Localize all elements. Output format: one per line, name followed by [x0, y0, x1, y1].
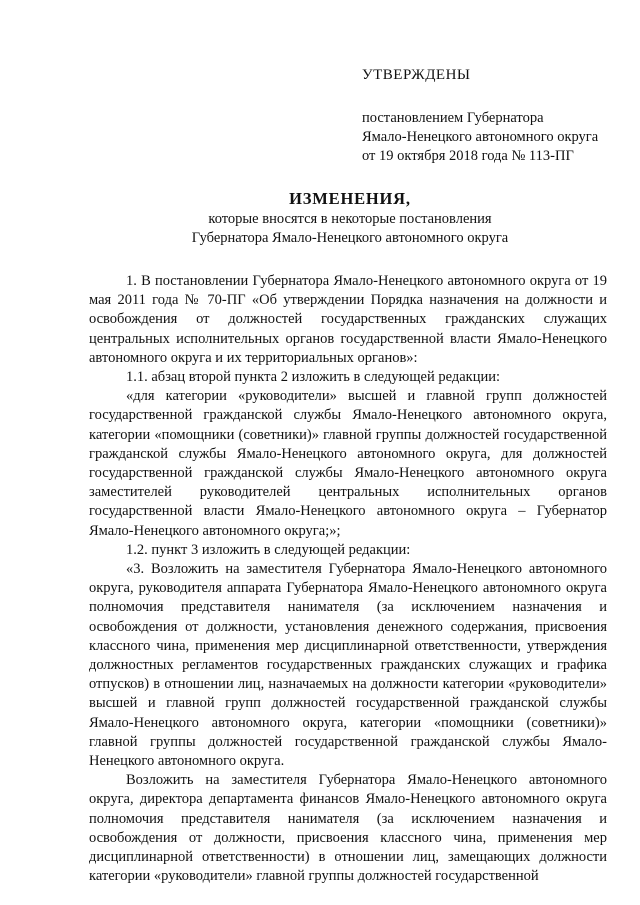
body-paragraph: «для категории «руководители» высшей и главной групп должностей государственной гражданской службы Ямало-Ненецкого автономного округа, категории «помощники (советники)» главной группы должностей государственной гражданской службы Ямало-Ненецкого автономного округа, для должностей государственной гражданской службы Ямало-Ненецкого автономного округа заместителей руководителей центральных исполнительных органов государственной власти Ямало-Ненецкого автономного округа – Губернатор Ямало-Ненецкого автономного округа;»; [89, 388, 607, 539]
body-paragraph: «3. Возложить на заместителя Губернатора Ямало-Ненецкого автономного округа, руководителя аппарата Губернатора Ямало-Ненецкого автономного округа полномочия представителя нанимателя (за исключением назначения и освобождения от должности, установления денежного содержания, присвоения классного чина, применения мер дисциплинарной ответственности, утверждения должностных регламентов государственных гражданских служащих и графика отпусков) в отношении лиц, назначаемых на должности категории «руководители» высшей и главной групп должностей государственной гражданской службы Ямало-Ненецкого автономного округа, категории «помощники (советники)» главной группы должностей государственной гражданской службы Ямало-Ненецкого автономного округа. [89, 561, 607, 770]
subtitle-line: которые вносятся в некоторые постановления [208, 211, 492, 227]
approval-line: Ямало-Ненецкого автономного округа [362, 129, 599, 145]
approval-line: постановлением Губернатора [362, 110, 544, 126]
approval-heading: УТВЕРЖДЕНЫ [362, 67, 471, 83]
body-paragraph: 1.1. абзац второй пункта 2 изложить в следующей редакции: [126, 369, 501, 386]
body-paragraph: 1. В постановлении Губернатора Ямало-Ненецкого автономного округа от 19 мая 2011 года № 70-ПГ «Об утверждении Порядка назначения на должности и освобождения от должностей государственных гражданских служащих центральных исполнительных органов государственной власти Ямало-Ненецкого автономного округа и их территориальных органов»: [89, 273, 607, 366]
document-title: ИЗМЕНЕНИЯ, [289, 189, 411, 208]
subtitle-line: Губернатора Ямало-Ненецкого автономного округа [191, 230, 509, 246]
approval-block [362, 66, 598, 166]
approval-line: от 19 октября 2018 года № 113-ПГ [362, 148, 574, 164]
document-body [89, 272, 607, 887]
body-paragraph: 1.2. пункт 3 изложить в следующей редакции: [126, 541, 411, 558]
body-paragraph: Возложить на заместителя Губернатора Ямало-Ненецкого автономного округа, директора департамента финансов Ямало-Ненецкого автономного округа полномочия представителя нанимателя (за исключением назначения и освобождения от должности, присвоения классного чина, применения мер дисциплинарной ответственности) в отношении лиц, замещающих должности категории «руководители» главной группы должностей государственной [89, 772, 607, 885]
title-block [90, 188, 610, 248]
